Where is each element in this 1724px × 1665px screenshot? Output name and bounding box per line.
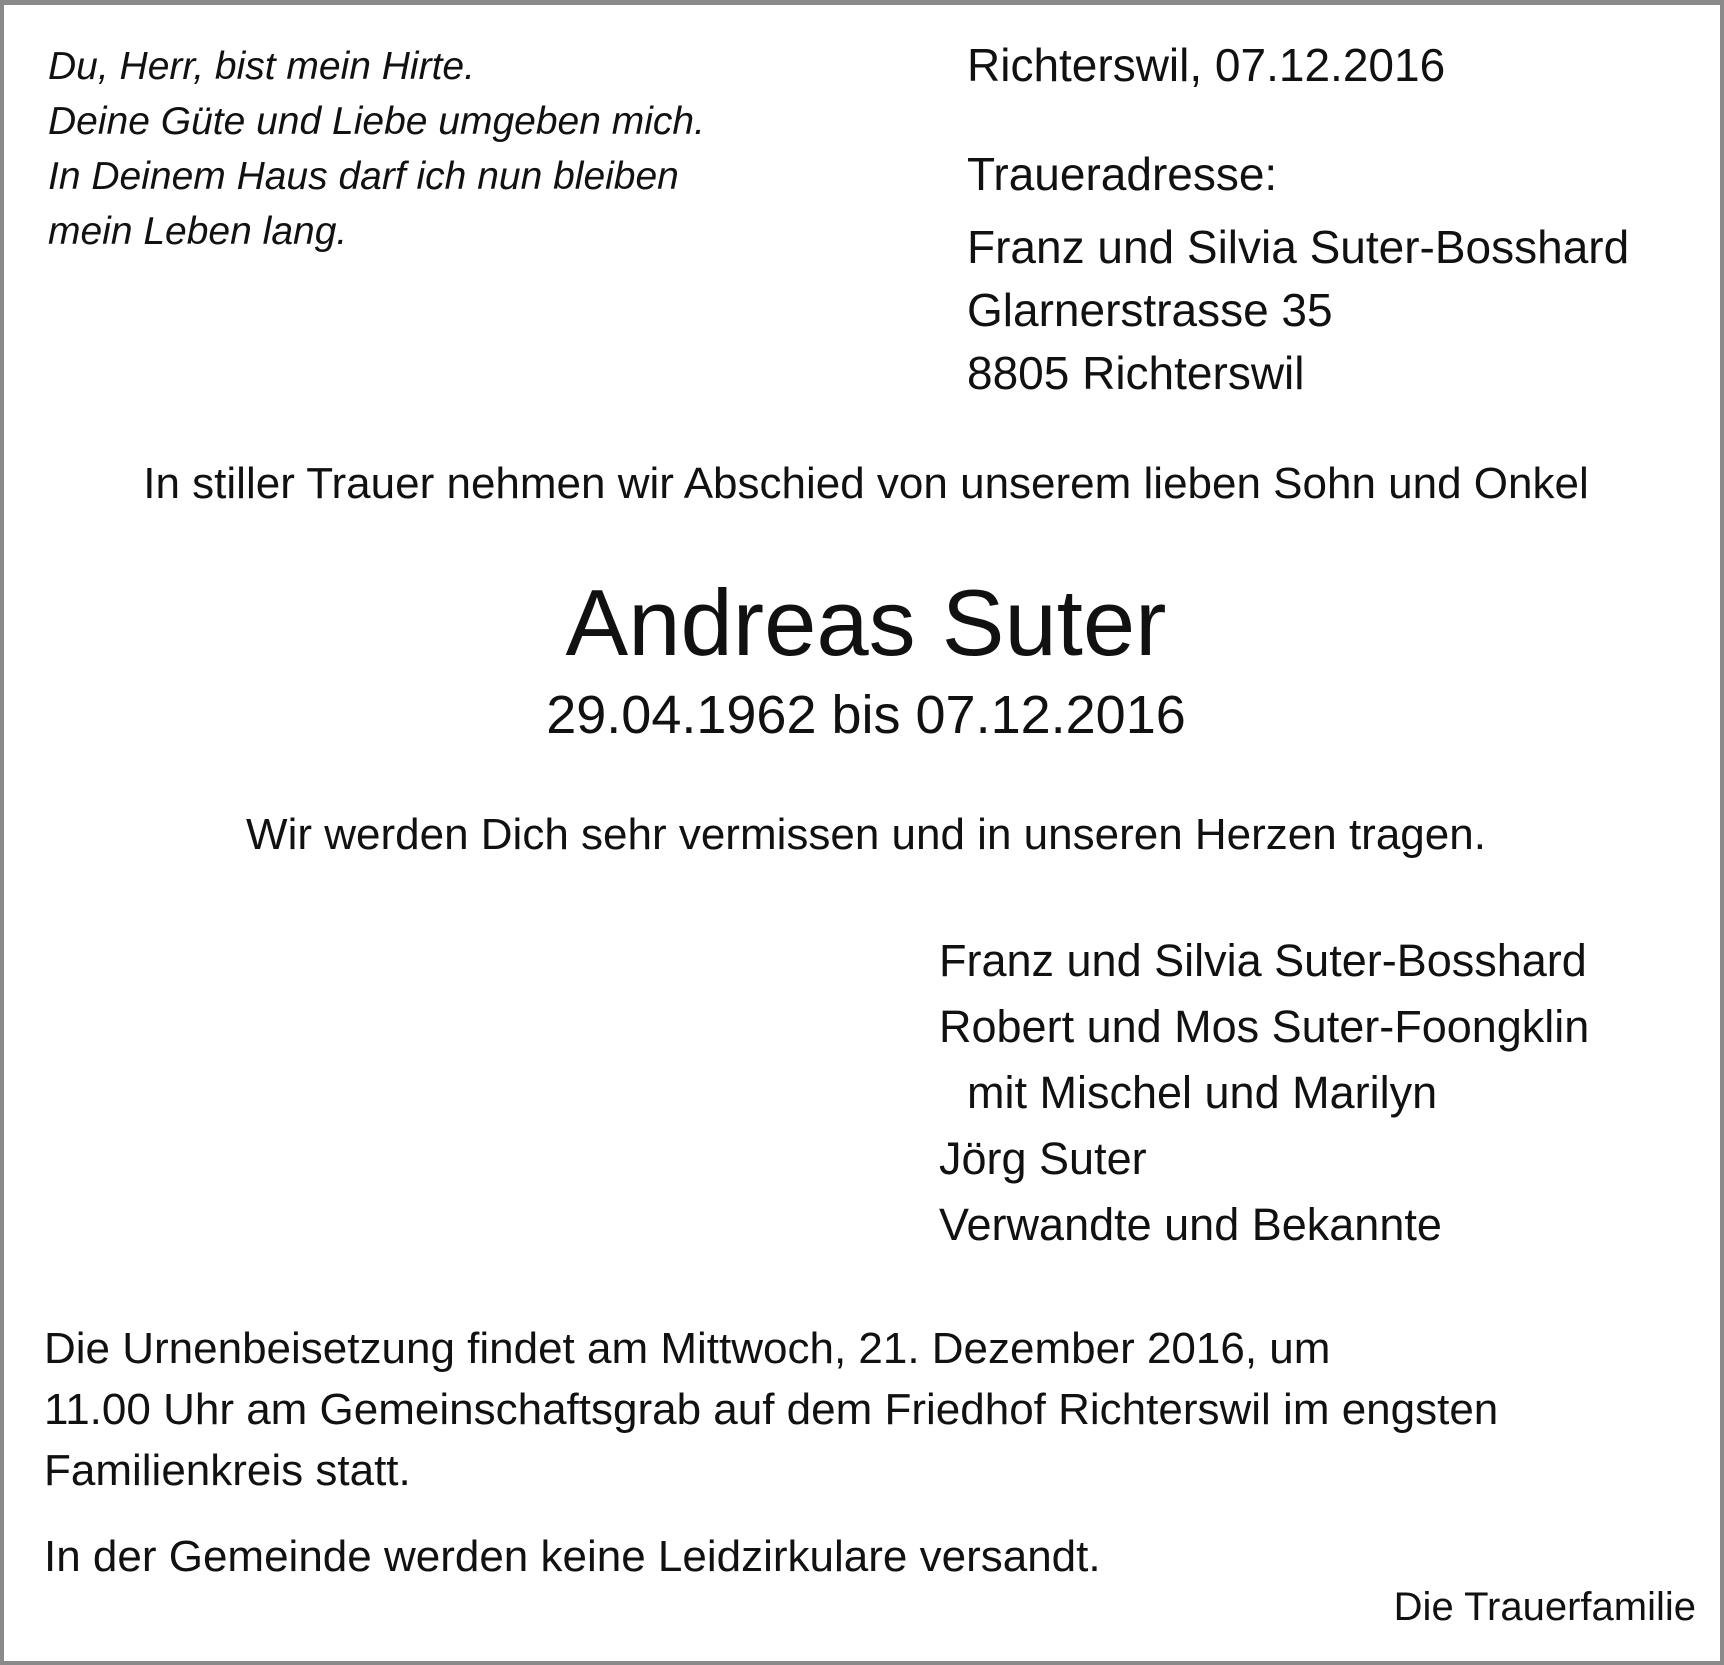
no-circulars-note: In der Gemeinde werden keine Leidzirkulare versandt. <box>44 1532 1101 1581</box>
intro-text: In stiller Trauer nehmen wir Abschied von unserem lieben Sohn und Onkel <box>143 459 1589 508</box>
notice-line: Die Urnenbeisetzung findet am Mittwoch, 21. Dezember 2016, um <box>44 1324 1331 1373</box>
address-label: Traueradresse: <box>967 148 1278 200</box>
mourner-name: Franz und Silvia Suter-Bosshard <box>939 935 1587 986</box>
mourner-name: Verwandte und Bekannte <box>939 1199 1442 1250</box>
psalm-line: In Deinem Haus darf ich nun bleiben <box>48 155 679 198</box>
address-line: Glarnerstrasse 35 <box>967 284 1333 336</box>
tribute-text: Wir werden Dich sehr vermissen und in unseren Herzen tragen. <box>246 810 1486 859</box>
psalm-line: Deine Güte und Liebe umgeben mich. <box>48 100 705 143</box>
notice-line: Familienkreis statt. <box>44 1446 411 1495</box>
life-dates: 29.04.1962 bis 07.12.2016 <box>546 685 1186 745</box>
place-date: Richterswil, 07.12.2016 <box>967 39 1446 91</box>
address-line: Franz und Silvia Suter-Bosshard <box>967 221 1630 273</box>
deceased-name: Andreas Suter <box>565 570 1167 675</box>
psalm-line: mein Leben lang. <box>48 210 348 253</box>
address-line: 8805 Richterswil <box>967 347 1305 399</box>
mourner-name: mit Mischel und Marilyn <box>967 1067 1438 1118</box>
mourner-name: Jörg Suter <box>939 1133 1147 1184</box>
notice-line: 11.00 Uhr am Gemeinschaftsgrab auf dem Friedhof Richterswil im engsten <box>44 1385 1499 1434</box>
mourner-name: Robert und Mos Suter-Foongklin <box>939 1001 1590 1052</box>
psalm-line: Du, Herr, bist mein Hirte. <box>48 45 475 88</box>
signature: Die Trauerfamilie <box>1393 1585 1696 1629</box>
